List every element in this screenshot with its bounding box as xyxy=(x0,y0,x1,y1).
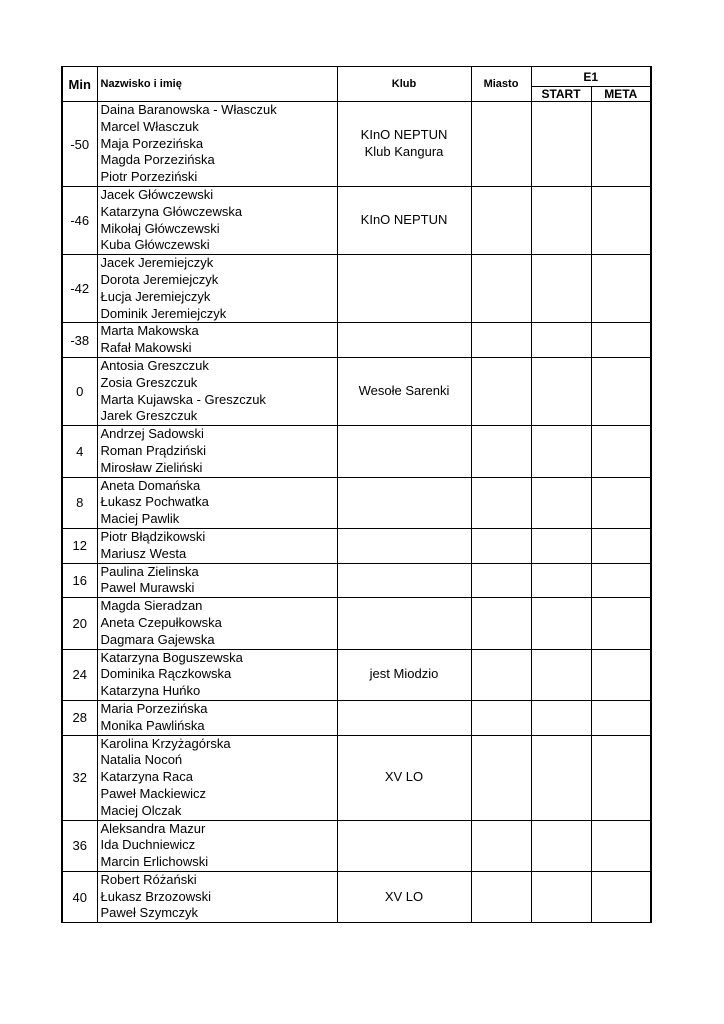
cell-start xyxy=(531,426,591,477)
cell-names xyxy=(97,820,337,871)
club-name: KInO NEPTUN xyxy=(360,212,448,228)
cell-names xyxy=(97,477,337,528)
participant-name: Ida Duchniewicz xyxy=(100,837,196,853)
participant-name: Dominika Rączkowska xyxy=(100,666,232,682)
participant-name: Piotr Błądzikowski xyxy=(100,528,206,544)
participant-name: Mariusz Westa xyxy=(100,545,187,561)
participant-name: Maja Porzezińska xyxy=(100,135,204,151)
cell-city xyxy=(471,871,531,922)
participant-name: Piotr Porzeziński xyxy=(100,169,198,185)
header-e1: E1 xyxy=(531,67,651,87)
table-row xyxy=(62,871,651,922)
cell-start xyxy=(531,700,591,735)
table-row xyxy=(62,735,651,820)
cell-min: 40 xyxy=(62,871,97,922)
cell-club xyxy=(337,735,471,820)
participant-name: Magda Porzezińska xyxy=(100,152,215,168)
table-row xyxy=(62,598,651,649)
participant-name: Monika Pawlińska xyxy=(100,717,205,733)
participant-name: Mikołaj Główczewski xyxy=(100,220,220,236)
table-row xyxy=(62,820,651,871)
table-row xyxy=(62,323,651,358)
cell-min: 32 xyxy=(62,735,97,820)
participant-name: Łukasz Brzozowski xyxy=(100,888,212,904)
cell-names xyxy=(97,563,337,598)
cell-meta xyxy=(591,563,651,598)
table-row xyxy=(62,528,651,563)
cell-city xyxy=(471,255,531,323)
table-body xyxy=(62,102,651,923)
cell-start xyxy=(531,871,591,922)
participant-name: Pawel Murawski xyxy=(100,580,195,596)
cell-start xyxy=(531,528,591,563)
cell-min: 28 xyxy=(62,700,97,735)
cell-meta xyxy=(591,700,651,735)
cell-club xyxy=(337,426,471,477)
participant-name: Robert Różański xyxy=(100,871,197,887)
cell-meta xyxy=(591,255,651,323)
cell-meta xyxy=(591,649,651,700)
table-row xyxy=(62,649,651,700)
cell-min: 4 xyxy=(62,426,97,477)
participant-name: Karolina Krzyżagórska xyxy=(100,735,231,751)
participant-name: Katarzyna Raca xyxy=(100,769,193,785)
cell-names xyxy=(97,187,337,255)
participant-name: Katarzyna Główczewska xyxy=(100,203,243,219)
cell-club xyxy=(337,649,471,700)
cell-min: 36 xyxy=(62,820,97,871)
participant-name: Paulina Zielinska xyxy=(100,563,199,579)
header-min: Min xyxy=(62,67,97,102)
participant-name: Paweł Mackiewicz xyxy=(100,785,206,801)
cell-names xyxy=(97,357,337,425)
cell-start xyxy=(531,820,591,871)
participant-name: Marcin Erlichowski xyxy=(100,854,209,870)
participant-name: Zosia Greszczuk xyxy=(100,374,198,390)
cell-meta xyxy=(591,187,651,255)
table-row xyxy=(62,255,651,323)
cell-meta xyxy=(591,735,651,820)
cell-meta xyxy=(591,598,651,649)
cell-min: 20 xyxy=(62,598,97,649)
cell-names xyxy=(97,649,337,700)
club-name: Wesołe Sarenki xyxy=(358,383,450,399)
participant-name: Katarzyna Boguszewska xyxy=(100,649,243,665)
table-row xyxy=(62,700,651,735)
cell-city xyxy=(471,357,531,425)
cell-club xyxy=(337,820,471,871)
table-row xyxy=(62,357,651,425)
header-name: Nazwisko i imię xyxy=(97,67,337,102)
participant-name: Aneta Czepułkowska xyxy=(100,614,222,630)
cell-meta xyxy=(591,323,651,358)
header-city: Miasto xyxy=(471,67,531,102)
cell-min: -42 xyxy=(62,255,97,323)
participant-name: Dominik Jeremiejczyk xyxy=(100,305,227,321)
table-row xyxy=(62,426,651,477)
cell-club xyxy=(337,102,471,187)
participant-name: Mirosław Zieliński xyxy=(100,459,203,475)
table-row xyxy=(62,187,651,255)
cell-city xyxy=(471,649,531,700)
cell-names xyxy=(97,102,337,187)
start-list-table xyxy=(61,66,652,923)
cell-start xyxy=(531,255,591,323)
cell-city xyxy=(471,700,531,735)
cell-names xyxy=(97,871,337,922)
cell-start xyxy=(531,477,591,528)
cell-start xyxy=(531,187,591,255)
cell-min: 12 xyxy=(62,528,97,563)
cell-city xyxy=(471,563,531,598)
cell-meta xyxy=(591,528,651,563)
participant-name: Dagmara Gajewska xyxy=(100,631,215,647)
cell-club xyxy=(337,323,471,358)
cell-club xyxy=(337,477,471,528)
cell-start xyxy=(531,649,591,700)
participant-name: Aleksandra Mazur xyxy=(100,820,206,836)
cell-city xyxy=(471,323,531,358)
table-row xyxy=(62,563,651,598)
cell-city xyxy=(471,735,531,820)
cell-club xyxy=(337,528,471,563)
cell-meta xyxy=(591,871,651,922)
participant-name: Paweł Szymczyk xyxy=(100,905,199,921)
participant-name: Maciej Pawlik xyxy=(100,511,180,527)
participant-name: Jacek Główczewski xyxy=(100,187,214,202)
cell-start xyxy=(531,563,591,598)
participant-name: Łukasz Pochwatka xyxy=(100,494,209,510)
cell-names xyxy=(97,735,337,820)
club-name: Klub Kangura xyxy=(364,144,444,159)
participant-name: Natalia Nocoń xyxy=(100,752,183,768)
cell-city xyxy=(471,187,531,255)
participant-name: Maciej Olczak xyxy=(100,802,182,818)
participant-name: Antosia Greszczuk xyxy=(100,357,209,373)
cell-min: 0 xyxy=(62,357,97,425)
cell-names xyxy=(97,528,337,563)
club-name: XV LO xyxy=(384,888,424,904)
cell-start xyxy=(531,598,591,649)
participant-name: Marta Kujawska - Greszczuk xyxy=(100,391,266,407)
participant-name: Maria Porzezińska xyxy=(100,700,208,716)
cell-meta xyxy=(591,357,651,425)
participant-name: Magda Sieradzan xyxy=(100,598,203,614)
participant-name: Kuba Główczewski xyxy=(100,237,210,253)
cell-meta xyxy=(591,477,651,528)
participant-name: Aneta Domańska xyxy=(100,477,201,493)
cell-meta xyxy=(591,426,651,477)
club-name: XV LO xyxy=(384,769,424,785)
cell-club xyxy=(337,871,471,922)
cell-city xyxy=(471,102,531,187)
header-start: START xyxy=(531,87,591,102)
participant-name: Jacek Jeremiejczyk xyxy=(100,255,214,271)
cell-club xyxy=(337,255,471,323)
participant-name: Daina Baranowska - Własczuk xyxy=(100,102,277,117)
participant-name: Marcel Własczuk xyxy=(100,118,199,134)
participant-name: Rafał Makowski xyxy=(100,340,192,356)
cell-city xyxy=(471,477,531,528)
table-row xyxy=(62,477,651,528)
cell-club xyxy=(337,598,471,649)
cell-club xyxy=(337,357,471,425)
participant-name: Jarek Greszczuk xyxy=(100,408,198,424)
header-club: Klub xyxy=(337,67,471,102)
participant-name: Katarzyna Huńko xyxy=(100,683,201,699)
participant-name: Roman Prądziński xyxy=(100,442,206,458)
cell-min: 8 xyxy=(62,477,97,528)
participant-name: Andrzej Sadowski xyxy=(100,426,204,442)
table-row xyxy=(62,102,651,187)
cell-city xyxy=(471,426,531,477)
cell-min: -50 xyxy=(62,102,97,187)
cell-meta xyxy=(591,102,651,187)
cell-meta xyxy=(591,820,651,871)
cell-names xyxy=(97,323,337,358)
cell-city xyxy=(471,820,531,871)
cell-min: 24 xyxy=(62,649,97,700)
cell-city xyxy=(471,528,531,563)
cell-min: -38 xyxy=(62,323,97,358)
cell-city xyxy=(471,598,531,649)
participant-name: Marta Makowska xyxy=(100,323,199,339)
cell-club xyxy=(337,563,471,598)
cell-names xyxy=(97,426,337,477)
cell-start xyxy=(531,102,591,187)
cell-start xyxy=(531,323,591,358)
cell-club xyxy=(337,187,471,255)
cell-names xyxy=(97,700,337,735)
cell-start xyxy=(531,735,591,820)
header-meta: META xyxy=(591,87,651,102)
cell-min: -46 xyxy=(62,187,97,255)
cell-names xyxy=(97,255,337,323)
cell-names xyxy=(97,598,337,649)
cell-start xyxy=(531,357,591,425)
participant-name: Dorota Jeremiejczyk xyxy=(100,271,219,287)
club-name: jest Miodzio xyxy=(369,666,439,682)
club-name: KInO NEPTUN xyxy=(360,127,448,143)
cell-min: 16 xyxy=(62,563,97,598)
cell-club xyxy=(337,700,471,735)
participant-name: Łucja Jeremiejczyk xyxy=(100,288,211,304)
